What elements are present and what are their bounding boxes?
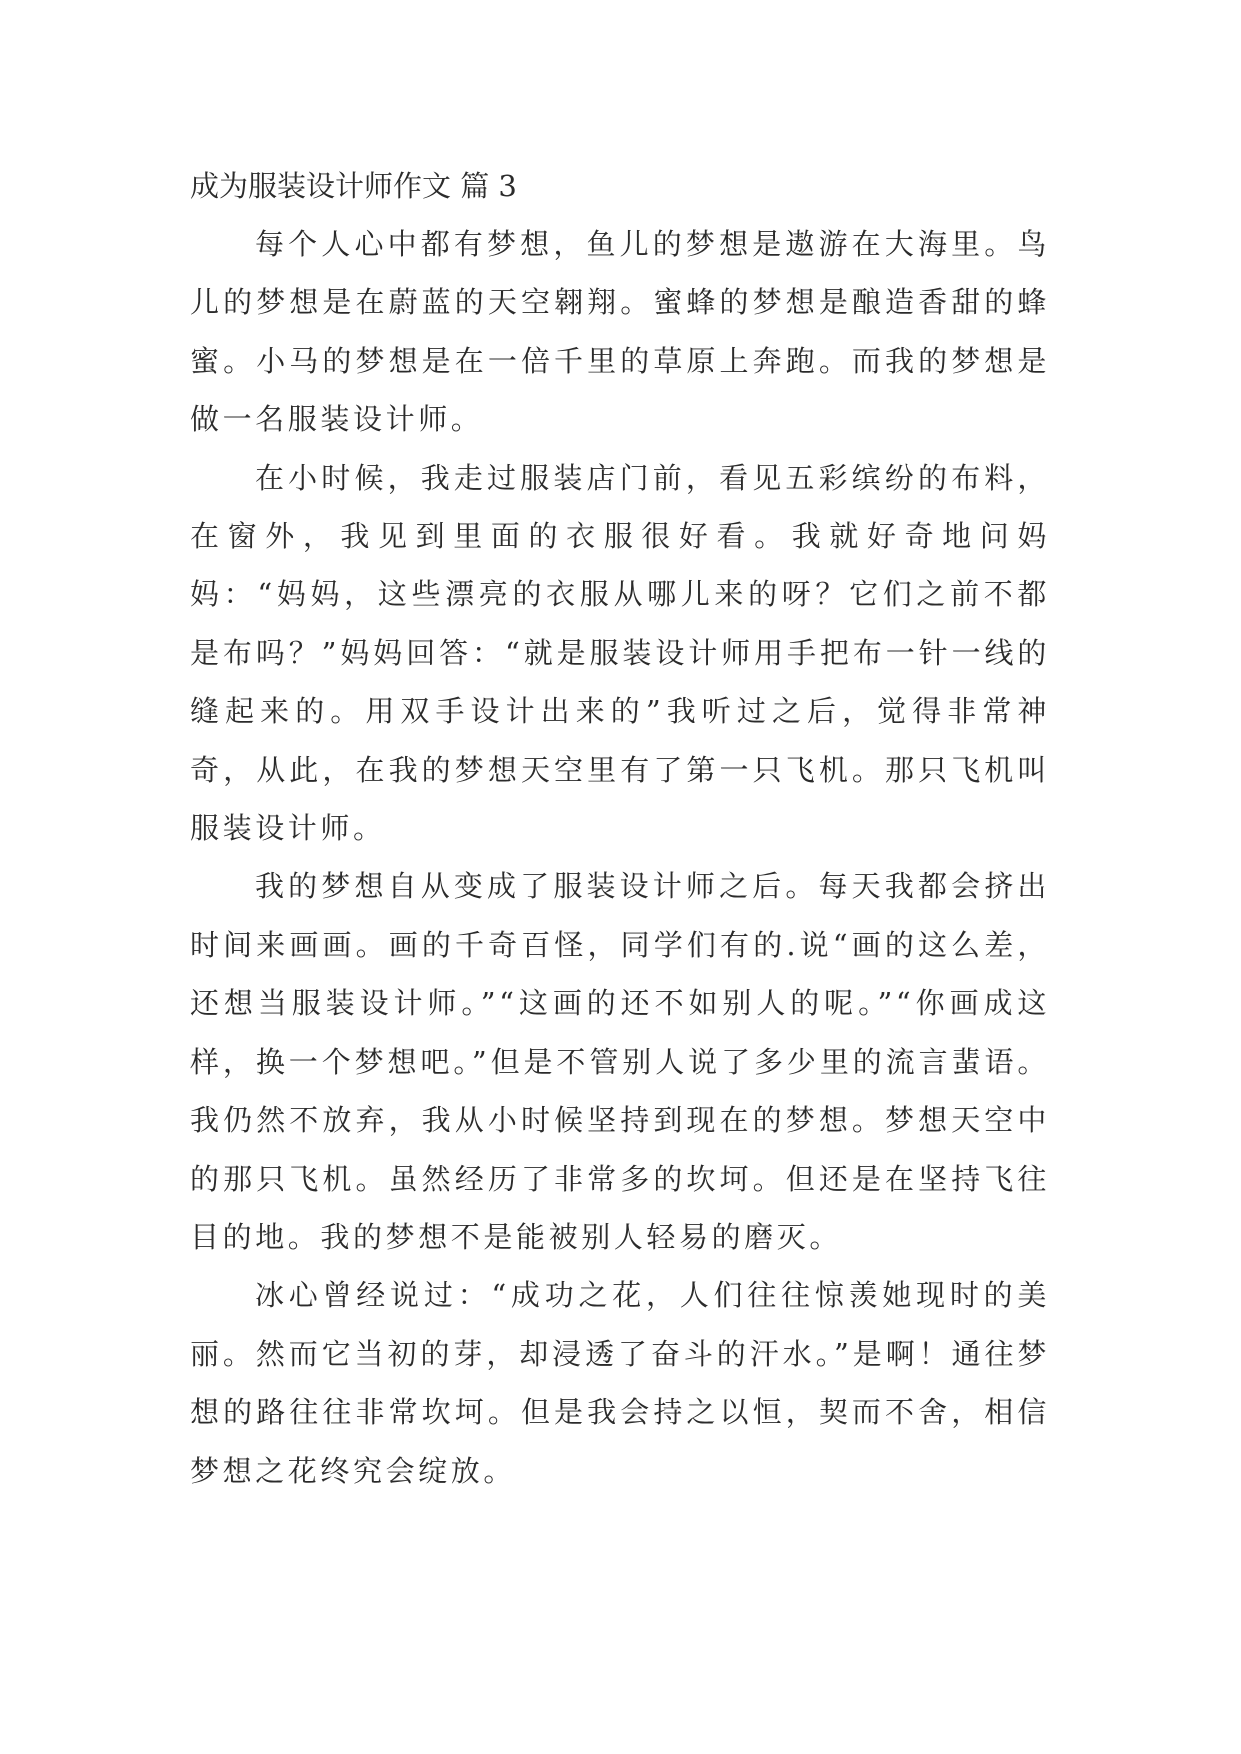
paragraph-3: 我的梦想自从变成了服装设计师之后。每天我都会挤出时间来画画。画的千奇百怪，同学们有的.说“画的这么差，还想当服装设计师。”“这画的还不如别人的呢。”“你画成这样，换一个梦想吧。”但是不管别人说了多少里的流言蜚语。我仍然不放弃，我从小时候坚持到现在的梦想。梦想天空中的那只飞机。虽然经历了非常多的坎坷。但还是在坚持飞往目的地。我的梦想不是能被别人轻易的磨灭。 (190, 869, 1050, 1254)
document-title: 成为服装设计师作文 篇 3 (190, 169, 517, 203)
paragraph-4: 冰心曾经说过：“成功之花，人们往往惊羡她现时的美丽。然而它当初的芽，却浸透了奋斗的汗水。”是啊！通往梦想的路往往非常坎坷。但是我会持之以恒，契而不舍，相信梦想之花终究会绽放。 (190, 1278, 1050, 1488)
paragraph-1: 每个人心中都有梦想，鱼儿的梦想是遨游在大海里。鸟儿的梦想是在蔚蓝的天空翱翔。蜜蜂的梦想是酿造香甜的蜂蜜。小马的梦想是在一倍千里的草原上奔跑。而我的梦想是做一名服装设计师。 (190, 227, 1050, 437)
document-body (190, 215, 1050, 1500)
paragraph-2: 在小时候，我走过服装店门前，看见五彩缤纷的布料，在窗外，我见到里面的衣服很好看。我就好奇地问妈妈：“妈妈，这些漂亮的衣服从哪儿来的呀？它们之前不都是布吗？”妈妈回答：“就是服装设计师用手把布一针一线的缝起来的。用双手设计出来的”我听过之后，觉得非常神奇，从此，在我的梦想天空里有了第一只飞机。那只飞机叫服装设计师。 (190, 460, 1050, 846)
